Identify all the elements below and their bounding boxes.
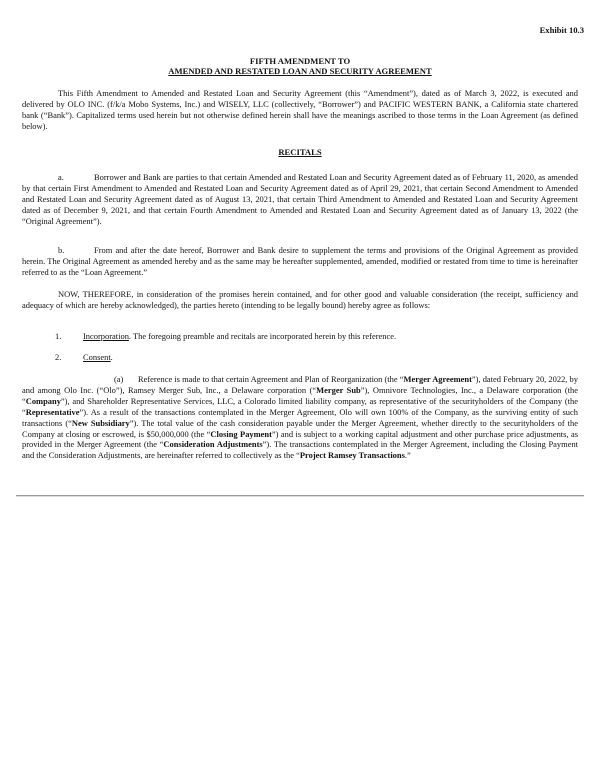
defined-term-merger-agreement: Merger Agreement xyxy=(403,374,472,384)
defined-term-merger-sub: Merger Sub xyxy=(316,384,361,395)
section-1 xyxy=(55,331,396,342)
consent-a-label: (a) xyxy=(114,374,124,384)
consent-text: .” xyxy=(404,450,411,461)
consent-text: ”), Omnivore Technologies, Inc., a Delaware corporation (the “ xyxy=(22,384,579,406)
title-line-1: FIFTH AMENDMENT TO xyxy=(249,56,351,66)
now-therefore-paragraph: NOW, THEREFORE, in consideration of the promises herein contained, and for other good and valuable consideration (the receipt, sufficiency and adequacy of which are hereby acknowledged), the parties hereto (intending to be legally bound) hereby agree as follows: xyxy=(22,289,578,310)
consent-text: ”). The total value of the cash consideration payable under the Merger Agreement, whether directly to the securityholders of the Company at closing or escrowed, is $50,000,000 (the “ xyxy=(22,417,578,439)
recital-a-text: Borrower and Bank are parties to that certain Amended and Restated Loan and Security Agreement dated as of February 11, 2020, as amended by that certain First Amendment to Amended and Restated Loan and Security Agreement dated as of April 29, 2021, that certain Second Amendment to Amended and Restated Loan and Security Agreement dated as of August 13, 2021, that certain Third Amendment to Amended and Restated Loan and Security Agreement dated as of December 9, 2021, and that certain Fourth Amendment to Amended and Restated Loan and Security Agreement dated as of January 13, 2022 (the “Original Agreement”). xyxy=(22,172,578,226)
consent-text: ”), dated February 20, 2022, by and among Olo Inc. (“Olo”), Ramsey Merger Sub, Inc., a Delaware corporation (“ xyxy=(22,374,578,395)
consent-text: Reference is made to that certain Agreement and Plan of Reorganization (the “ xyxy=(138,374,404,384)
section-1-heading: Incorporation xyxy=(83,331,129,341)
section-2-number: 2. xyxy=(55,352,62,362)
preamble-paragraph: This Fifth Amendment to Amended and Restated Loan and Security Agreement (this “Amendment”), dated as of March 3, 2022, is executed and delivered by OLO INC. (f/k/a Mobo Systems, Inc.) and WISELY, LLC (collectively, “Borrower”) and PACIFIC WESTERN BANK, a California state chartered bank (“Bank”). Capitalized terms used herein but not otherwise defined herein shall have the meanings ascribed to those terms in the Loan Agreement (as defined below). xyxy=(22,88,578,131)
section-2-text: . xyxy=(110,352,113,362)
section-1-text: . The foregoing preamble and recitals are incorporated herein by this reference. xyxy=(128,331,397,341)
recital-b-label: b. xyxy=(58,245,65,255)
defined-term-company: Company xyxy=(25,395,61,406)
section-2-heading: Consent xyxy=(83,352,111,362)
defined-term-project-ramsey-transactions: Project Ramsey Transactions xyxy=(299,450,405,461)
defined-term-representative: Representative xyxy=(25,406,80,417)
consent-text: ”), and Shareholder Representative Services, LLC, a Colorado limited liability company, as representative of the securityholders of the Company (the “ xyxy=(22,395,578,417)
exhibit-label: Exhibit 10.3 xyxy=(539,25,584,35)
section-1-number: 1. xyxy=(55,331,62,341)
recital-a-label: a. xyxy=(58,172,64,182)
consent-text: ”). As a result of the transactions contemplated in the Merger Agreement, Olo will own 100% of the Company, as the surviving entity of such transactions (“ xyxy=(22,406,578,428)
page-break-rule xyxy=(16,495,584,497)
defined-term-closing-payment: Closing Payment xyxy=(210,428,272,439)
defined-term-consideration-adjustments: Consideration Adjustments xyxy=(163,439,263,450)
consent-text: ”) and is subject to a working capital adjustment and other purchase price adjustments, as provided in the Merger Agreement (the “ xyxy=(22,428,578,450)
recital-b xyxy=(22,245,578,278)
consent-paragraph-a xyxy=(22,374,578,461)
recitals-heading: RECITALS xyxy=(278,147,322,157)
consent-text: ”). The transactions contemplated in the Merger Agreement, including the Closing Payment and the Consideration Adjustments, are hereinafter referred to collectively as the “ xyxy=(22,439,579,461)
defined-term-new-subsidiary: New Subsidiary xyxy=(71,417,130,428)
document-title xyxy=(0,56,600,76)
title-line-2: AMENDED AND RESTATED LOAN AND SECURITY AGREEMENT xyxy=(168,66,432,76)
recital-b-text: From and after the date hereof, Borrower and Bank desire to supplement the terms and provisions of the Original Agreement as provided herein. The Original Agreement as amended hereby and as the same may be hereafter supplemented, amended, modified or restated from time to time is hereinafter referred to as the “Loan Agreement.” xyxy=(22,245,578,277)
recital-a xyxy=(22,172,578,227)
section-2 xyxy=(55,352,113,363)
